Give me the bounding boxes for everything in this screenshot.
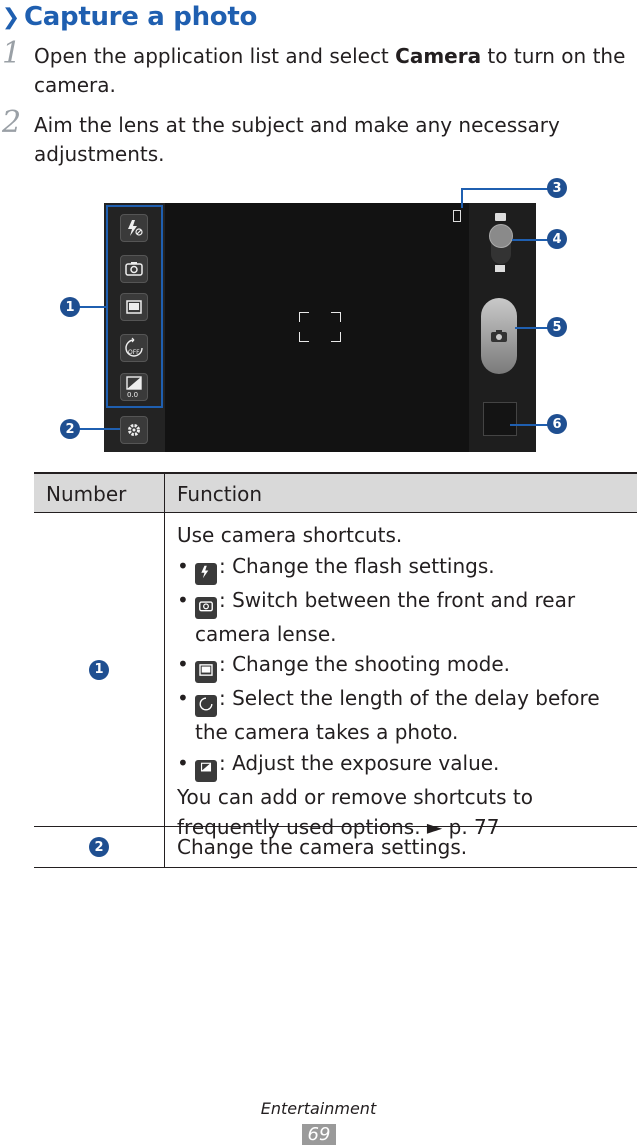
bullet-icon: • bbox=[177, 652, 189, 676]
list-item: • : Switch between the front and rear camera lense. bbox=[177, 585, 637, 650]
callout-leader bbox=[461, 188, 549, 190]
callout-leader bbox=[515, 327, 549, 329]
switch-camera-icon bbox=[195, 597, 217, 619]
column-divider bbox=[164, 513, 165, 826]
mode-switch-knob[interactable] bbox=[489, 224, 513, 248]
viewfinder[interactable] bbox=[165, 203, 469, 452]
row-intro: Use camera shortcuts. bbox=[177, 523, 403, 547]
shortcut-highlight bbox=[106, 205, 163, 408]
focus-bracket bbox=[331, 312, 341, 322]
page-number: 69 bbox=[302, 1124, 336, 1145]
callout-3: 3 bbox=[547, 178, 567, 198]
row-callout-2: 2 bbox=[89, 837, 109, 857]
focus-bracket bbox=[331, 332, 341, 342]
callout-6: 6 bbox=[547, 414, 567, 434]
callout-1: 1 bbox=[60, 297, 80, 317]
callout-2: 2 bbox=[60, 419, 80, 439]
header-function: Function bbox=[177, 482, 263, 506]
timer-off-label: OFF bbox=[128, 349, 140, 356]
camera-app-name: Camera bbox=[395, 44, 482, 68]
header-number: Number bbox=[46, 482, 127, 506]
row-outro: You can add or remove shortcuts to frequently used options. ► p. 77 bbox=[177, 784, 534, 839]
bullet-icon: • bbox=[177, 686, 189, 710]
row-callout-1: 1 bbox=[89, 660, 109, 680]
step-text: Aim the lens at the subject and make any necessary adjustments. bbox=[34, 113, 560, 166]
camera-mode-icon bbox=[495, 213, 506, 221]
list-item: • : Change the flash settings. bbox=[177, 551, 637, 585]
callout-leader bbox=[461, 188, 463, 208]
settings-gear-icon[interactable] bbox=[120, 416, 148, 444]
callout-leader bbox=[512, 239, 549, 241]
callout-4: 4 bbox=[547, 229, 567, 249]
callout-leader bbox=[510, 424, 549, 426]
step-number: 1 bbox=[2, 36, 22, 71]
camera-screenshot bbox=[104, 203, 536, 452]
section-title: Capture a photo bbox=[24, 2, 258, 32]
table-row bbox=[34, 827, 637, 868]
timer-icon bbox=[195, 695, 217, 717]
function-table bbox=[34, 472, 637, 868]
list-item: • : Select the length of the delay before the camera takes a photo. bbox=[177, 683, 637, 748]
chevron-right-icon: ❯ bbox=[1, 4, 21, 30]
list-item: • : Change the shooting mode. bbox=[177, 649, 637, 683]
row-number-cell bbox=[34, 827, 164, 867]
camera-icon bbox=[490, 329, 508, 343]
callout-5: 5 bbox=[547, 317, 567, 337]
shutter-button[interactable] bbox=[481, 298, 517, 374]
row-number-cell bbox=[34, 513, 164, 826]
list-item: • : Adjust the exposure value. bbox=[177, 748, 637, 782]
callout-leader bbox=[78, 428, 120, 430]
step-text: Open the application list and select Camera to turn on the camera. bbox=[34, 44, 626, 97]
flash-icon bbox=[195, 563, 217, 585]
section-heading bbox=[0, 0, 257, 34]
bullet-icon: • bbox=[177, 587, 189, 612]
camcorder-mode-icon bbox=[495, 265, 505, 272]
exposure-value: 0.0 bbox=[127, 391, 139, 398]
table-row bbox=[34, 513, 637, 839]
exposure-icon bbox=[195, 760, 217, 782]
image-viewer-thumbnail[interactable] bbox=[483, 402, 517, 436]
row-function-cell: Change the camera settings. bbox=[177, 835, 468, 859]
focus-bracket bbox=[299, 312, 309, 322]
step-number: 2 bbox=[2, 105, 22, 140]
callout-leader bbox=[78, 306, 106, 308]
bullet-icon: • bbox=[177, 553, 189, 578]
column-divider bbox=[164, 474, 165, 512]
shooting-mode-icon bbox=[195, 661, 217, 683]
column-divider bbox=[164, 827, 165, 867]
bullet-icon: • bbox=[177, 750, 189, 775]
row-function-cell bbox=[177, 513, 637, 843]
storage-indicator-icon bbox=[453, 210, 461, 222]
chapter-label: Entertainment bbox=[260, 1099, 377, 1118]
focus-bracket bbox=[299, 332, 309, 342]
table-header bbox=[34, 472, 637, 513]
